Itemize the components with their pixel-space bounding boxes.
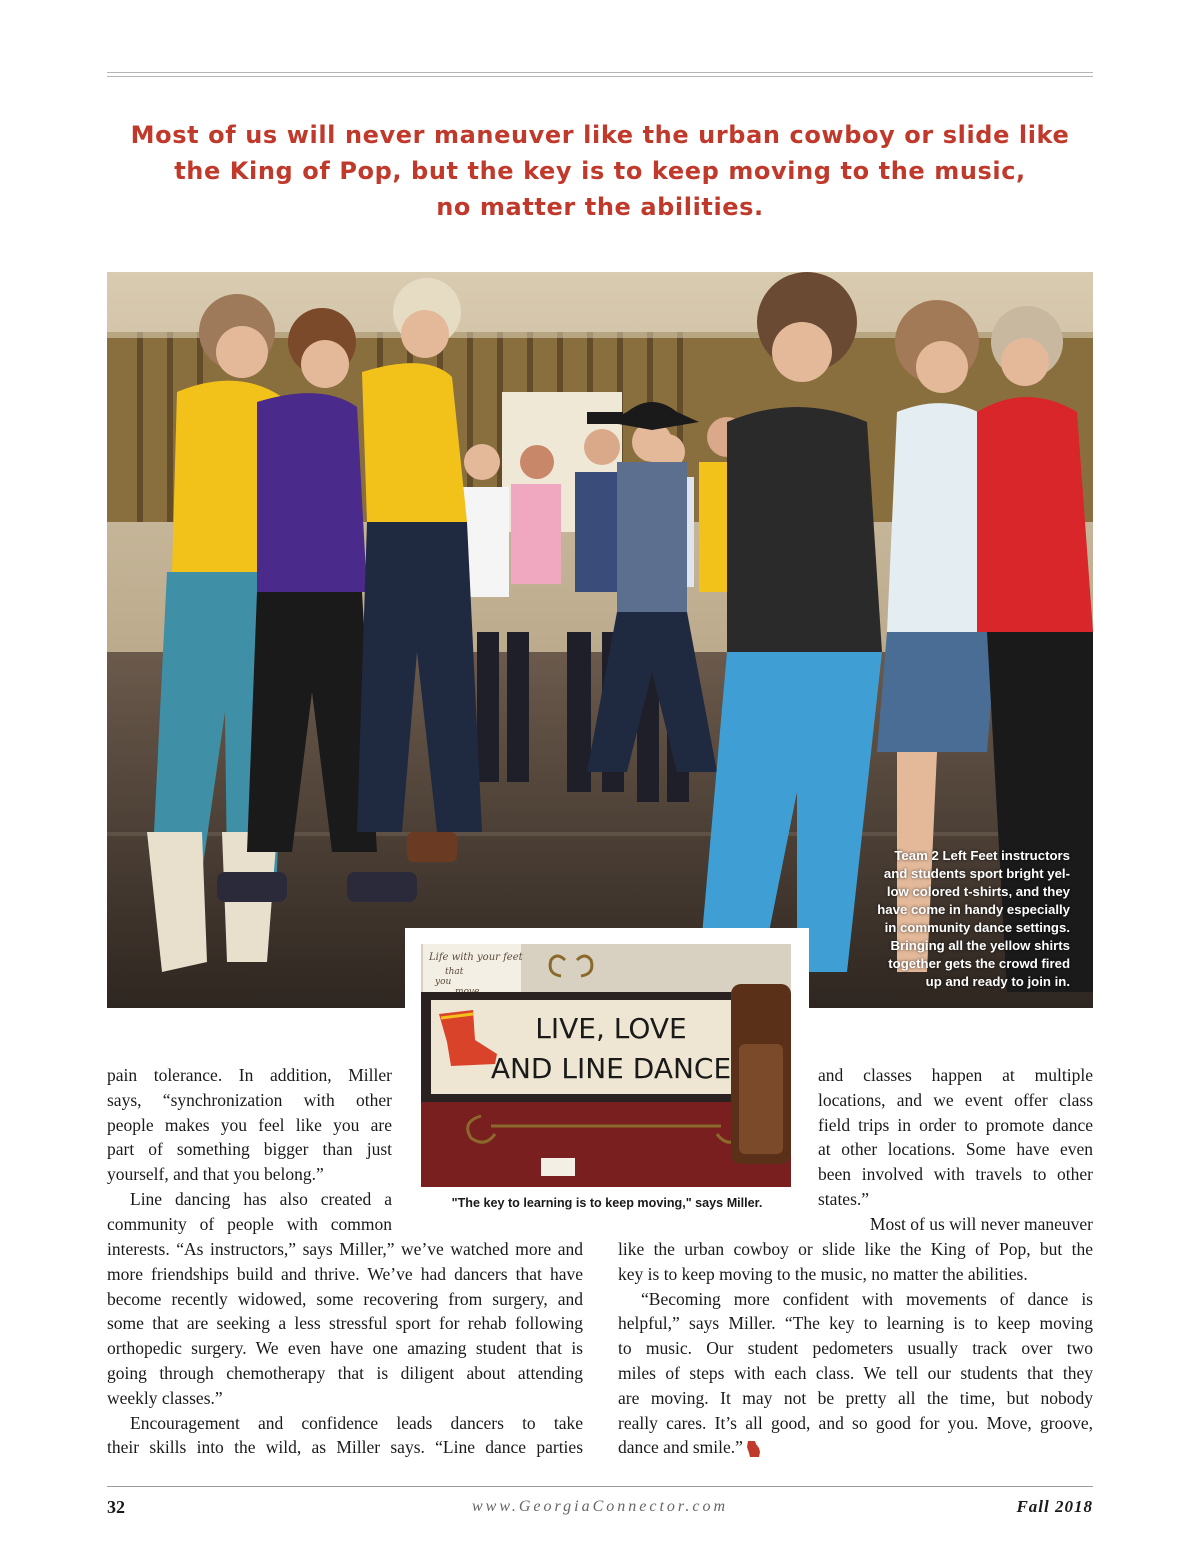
georgia-state-end-mark-icon [747, 1441, 761, 1458]
pull-quote [107, 117, 1093, 225]
article-line: like the urban cowboy or slide like the King of Pop, but the [618, 1239, 1093, 1259]
photo-caption-line: in community dance settings. [884, 920, 1070, 935]
card-text-line: Life with your feet [429, 952, 523, 963]
article-line: people makes you feel like you are [107, 1114, 392, 1135]
top-rule-secondary [107, 76, 1093, 77]
photo-caption-line: have come in handy especially [877, 902, 1070, 917]
article-line: yourself, and that you belong.” [107, 1164, 324, 1185]
article-column-right-top [818, 1063, 1093, 1237]
photo-caption-line: low colored t-shirts, and they [886, 884, 1070, 899]
article-line: locations, and we event offer class [818, 1089, 1093, 1110]
article-line: says, “synchronization with other [107, 1089, 392, 1110]
article-line: going through chemotherapy that is diligent about attending [107, 1362, 583, 1383]
website-url: www.GeorgiaConnector.com [472, 1498, 728, 1515]
inset-photo-frame [405, 928, 809, 1218]
photo-caption-line: and students sport bright yel- [883, 866, 1070, 881]
article-line: part of something bigger than just [107, 1139, 392, 1160]
page-number: 32 [107, 1497, 125, 1517]
article-line: their skills into the wild, as Miller says. “Line dance parties [107, 1437, 583, 1458]
sign-illustration [421, 944, 791, 1187]
photo-caption-line: Team 2 Left Feet instructors [894, 848, 1070, 863]
line-dancers-photo [107, 272, 1093, 1008]
photo-caption [830, 847, 1070, 991]
article-line: been involved with travels to other [818, 1164, 1093, 1185]
article-line: orthopedic surgery. We even have one amazing student that is [107, 1338, 583, 1359]
article-column-left-bottom [107, 1237, 583, 1460]
card-text-line: you [435, 977, 452, 987]
article-line: “Becoming more confident with movements of dance is [641, 1288, 1093, 1309]
article-line: at other locations. Some have even [818, 1139, 1093, 1160]
pull-quote-line: no matter the abilities. [436, 193, 764, 221]
issue-date: Fall 2018 [1016, 1497, 1093, 1516]
article-line: weekly classes.” [107, 1387, 223, 1408]
article-last-line [618, 1435, 1093, 1460]
article-line: dance and smile.” [618, 1437, 743, 1458]
article-column-left-top [107, 1063, 392, 1237]
photo-caption-line: up and ready to join in. [925, 974, 1070, 989]
article-column-right-bottom [618, 1237, 1093, 1460]
line-dance-sign-photo [421, 944, 791, 1187]
article-line: community of people with common [107, 1213, 392, 1234]
article-line: helpful,” says Miller. “The key to learning is to keep moving [618, 1313, 1093, 1334]
pull-quote-line: the King of Pop, but the key is to keep moving to the music, [174, 157, 1026, 185]
article-line: more friendships build and thrive. We’ve had dancers that have [107, 1263, 583, 1284]
article-line: really cares. It’s all good, and so good for you. Move, groove, [618, 1412, 1093, 1433]
article-line: miles of steps with each class. We tell our students that they [618, 1362, 1093, 1383]
card-text-line: that [445, 967, 464, 977]
article-line: interests. “As instructors,” says Miller,” we’ve watched more and [107, 1239, 583, 1259]
inset-photo-caption: "The key to learning is to keep moving," says Miller. [451, 1196, 763, 1210]
top-rule [107, 72, 1093, 73]
sign-text-line2: AND LINE DANCE [490, 1052, 732, 1085]
photo-caption-line: Bringing all the yellow shirts [890, 938, 1070, 953]
article-line: some that are seeking a less stressful sport for rehab following [107, 1313, 583, 1334]
bottom-rule [107, 1486, 1093, 1487]
article-line: states.” [818, 1188, 870, 1209]
article-line: Encouragement and confidence leads dancers to take [130, 1412, 583, 1433]
sign-text-line1: LIVE, LOVE [535, 1012, 687, 1045]
photo-caption-line: together gets the crowd fired [888, 956, 1070, 971]
article-line: pain tolerance. In addition, Miller [107, 1065, 392, 1085]
article-line: Line dancing has also created a [130, 1188, 392, 1209]
pull-quote-line: Most of us will never maneuver like the urban cowboy or slide like [130, 121, 1070, 149]
article-line: become recently widowed, some recovering from surgery, and [107, 1288, 583, 1309]
article-line: to music. Our student pedometers usually track over two [618, 1338, 1093, 1359]
article-line: key is to keep moving to the music, no matter the abilities. [618, 1263, 1028, 1284]
article-line: Most of us will never maneuver [869, 1213, 1093, 1234]
article-line: field trips in order to promote dance [818, 1114, 1093, 1135]
article-line: are moving. It may not be pretty all the time, but nobody [618, 1387, 1093, 1408]
article-line: and classes happen at multiple [818, 1065, 1093, 1085]
